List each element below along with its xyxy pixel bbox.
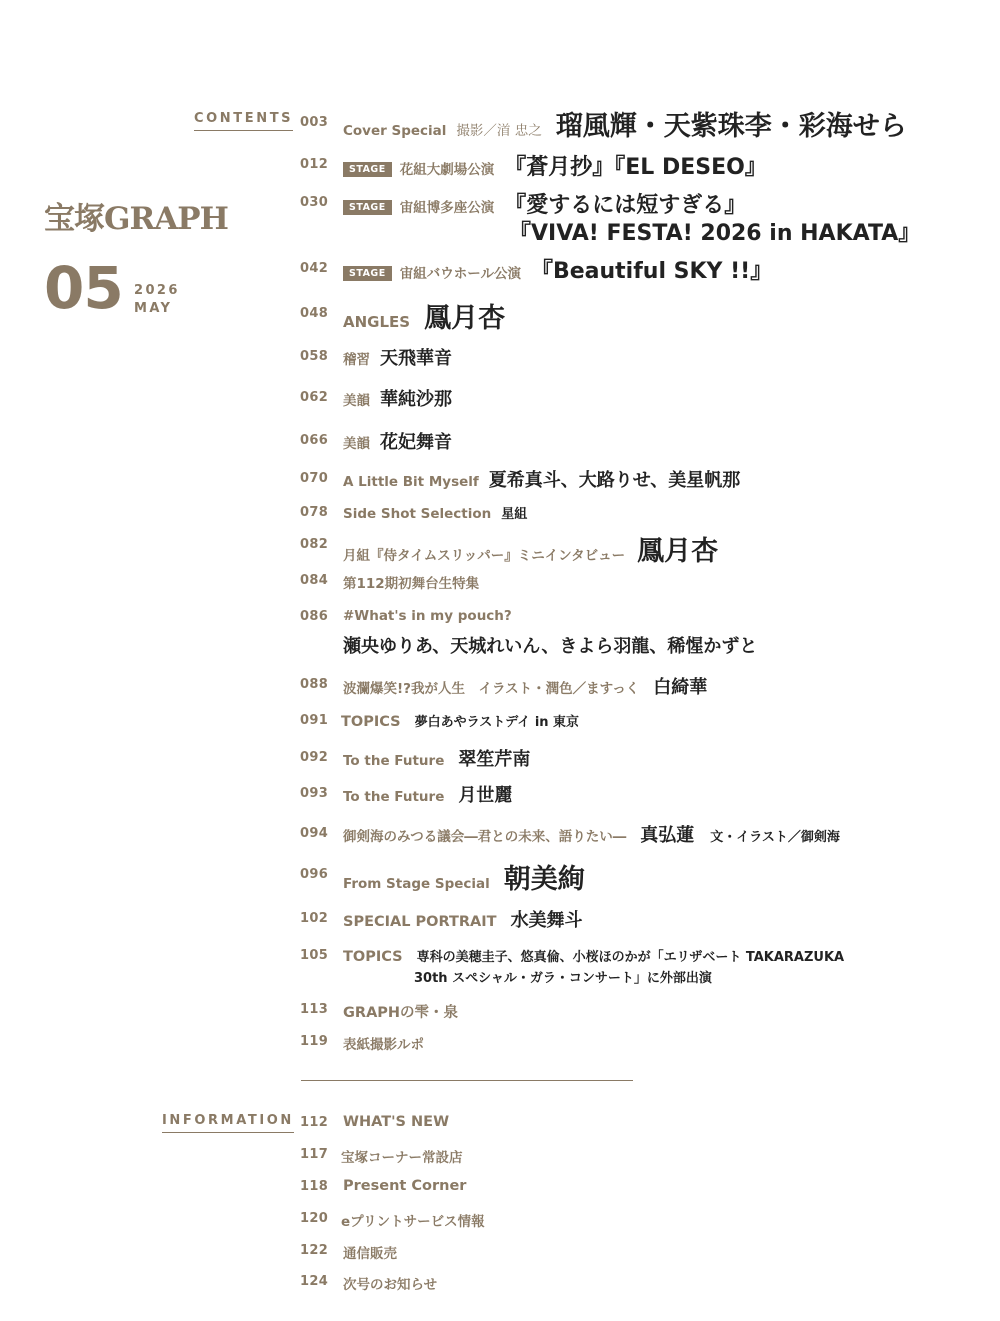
entry-subtitle: To the Future (343, 753, 445, 769)
page-number: 088 (300, 677, 329, 692)
entry-subtitle: ANGLES (343, 313, 411, 331)
entry-title: 鳳月杏 (424, 303, 506, 334)
entry-title: 鳳月杏 (637, 536, 719, 567)
entry-subtitle: 月組『侍タイムスリッパー』ミニインタビュー (343, 548, 626, 564)
entry-title: 水美舞斗 (510, 910, 583, 931)
entry-title: 夏希真斗、大路りせ、美星帆那 (488, 470, 741, 491)
page-number: 119 (300, 1034, 329, 1049)
entry-title-line2: 30th スペシャル・ガラ・コンサート」に外部出演 (414, 971, 712, 986)
entry-subtitle: TOPICS (343, 949, 403, 965)
page-number: 084 (300, 573, 329, 588)
entry-title: 『愛するには短すぎる』 (504, 193, 747, 218)
entry-subtitle: 稽習 (343, 352, 370, 368)
entry-subtitle: A Little Bit Myself (343, 474, 479, 490)
entry-subtitle: 宙組バウホール公演 (399, 266, 521, 282)
entry-title: 花妃舞音 (380, 432, 452, 453)
entry-credit: 文・イラスト／御剣海 (710, 830, 840, 845)
page-number: 105 (300, 948, 329, 963)
page-number: 070 (300, 471, 329, 486)
page-number: 030 (300, 195, 329, 210)
entry-subtitle: 宝塚コーナー常設店 (341, 1150, 463, 1166)
issue-year: 2026 (134, 283, 180, 298)
page-number: 086 (300, 609, 329, 624)
page-number: 042 (300, 261, 329, 276)
page-number: 120 (300, 1211, 329, 1226)
entry-subtitle: 御剣海のみつる議会―君との未来、語りたい― (343, 829, 627, 845)
entry-title: 朝美絢 (503, 864, 585, 895)
entry-title: 『蒼月抄』『EL DESEO』 (504, 155, 767, 180)
stage-badge: STAGE (343, 200, 392, 215)
entry-title: 翠笙芹南 (458, 749, 531, 770)
entry-subtitle: eプリントサービス情報 (341, 1214, 485, 1230)
page-number: 094 (300, 826, 329, 841)
entry-subtitle: 通信販売 (343, 1246, 397, 1262)
page-number: 124 (300, 1274, 329, 1289)
page-number: 003 (300, 115, 329, 130)
entry-subtitle: To the Future (343, 789, 445, 805)
page-number: 093 (300, 786, 329, 801)
page-number: 091 (300, 713, 329, 728)
page-number: 058 (300, 349, 329, 364)
entry-title: 瀬央ゆりあ、天城れいん、きよら羽龍、稀惺かずと (343, 636, 758, 657)
entry-title: 『Beautiful SKY !!』 (530, 259, 773, 284)
entry-subtitle: From Stage Special (343, 876, 490, 892)
entry-title: 天飛華音 (380, 348, 452, 369)
entry-subtitle: Cover Special (343, 123, 447, 139)
entry-title: 専科の美穂圭子、悠真倫、小桜ほのかが「エリザベート TAKARAZUKA (416, 950, 845, 965)
entry-subtitle: 次号のお知らせ (343, 1277, 438, 1293)
page-number: 096 (300, 867, 329, 882)
page-number: 066 (300, 433, 329, 448)
contents-heading: CONTENTS (194, 112, 293, 131)
entry-subtitle: SPECIAL PORTRAIT (343, 914, 497, 930)
magazine-logo: 宝塚GRAPH (44, 201, 228, 237)
entry-title: 白綺華 (653, 677, 708, 698)
page-number: 078 (300, 505, 329, 520)
entry-subtitle: Side Shot Selection (343, 506, 492, 522)
issue-number: 05 (44, 254, 123, 322)
entry-subtitle: 第112期初舞台生特集 (343, 576, 480, 592)
entry-subtitle: TOPICS (341, 714, 401, 730)
entry-title: 瑠風輝・天紫珠李・彩海せら (555, 111, 907, 142)
page-number: 113 (300, 1002, 329, 1017)
entry-subtitle: 美韻 (343, 393, 370, 409)
entry-subtitle: 花組大劇場公演 (399, 162, 495, 178)
entry-subtitle: 美韻 (343, 436, 370, 452)
page-number: 092 (300, 750, 329, 765)
stage-badge: STAGE (343, 162, 392, 177)
stage-badge: STAGE (343, 266, 392, 281)
entry-subtitle: WHAT'S NEW (343, 1114, 450, 1130)
page-number: 062 (300, 390, 329, 405)
page-number: 122 (300, 1243, 329, 1258)
issue-month: MAY (134, 301, 173, 316)
page-number: 117 (300, 1147, 329, 1162)
page-number: 012 (300, 157, 329, 172)
information-heading: INFORMATION (162, 1114, 294, 1133)
entry-title: 華純沙那 (380, 389, 452, 410)
entry-subtitle: 宙組博多座公演 (399, 200, 495, 216)
entry-title: 真弘蓮 (640, 825, 695, 846)
entry-subtitle: 波瀾爆笑!?我が人生 イラスト・潤色／ますっく (343, 681, 640, 697)
page-number: 112 (300, 1115, 329, 1130)
entry-subtitle: #What's in my pouch? (343, 608, 512, 624)
entry-title: 月世麗 (458, 785, 513, 806)
page-number: 102 (300, 911, 329, 926)
entry-title: 星組 (501, 507, 528, 522)
entry-note: 撮影／渞 忠之 (456, 123, 542, 139)
entry-subtitle: Present Corner (343, 1178, 467, 1194)
entry-subtitle: GRAPHの雫・泉 (343, 1005, 459, 1021)
page-number: 048 (300, 306, 329, 321)
section-divider (301, 1080, 633, 1081)
page-number: 118 (300, 1179, 329, 1194)
entry-subtitle: 表紙撮影ルポ (343, 1037, 424, 1053)
entry-title-line2: 『VIVA! FESTA! 2026 in HAKATA』 (509, 221, 921, 246)
page-number: 082 (300, 537, 329, 552)
entry-title: 夢白あやラストデイ in 東京 (414, 715, 580, 730)
